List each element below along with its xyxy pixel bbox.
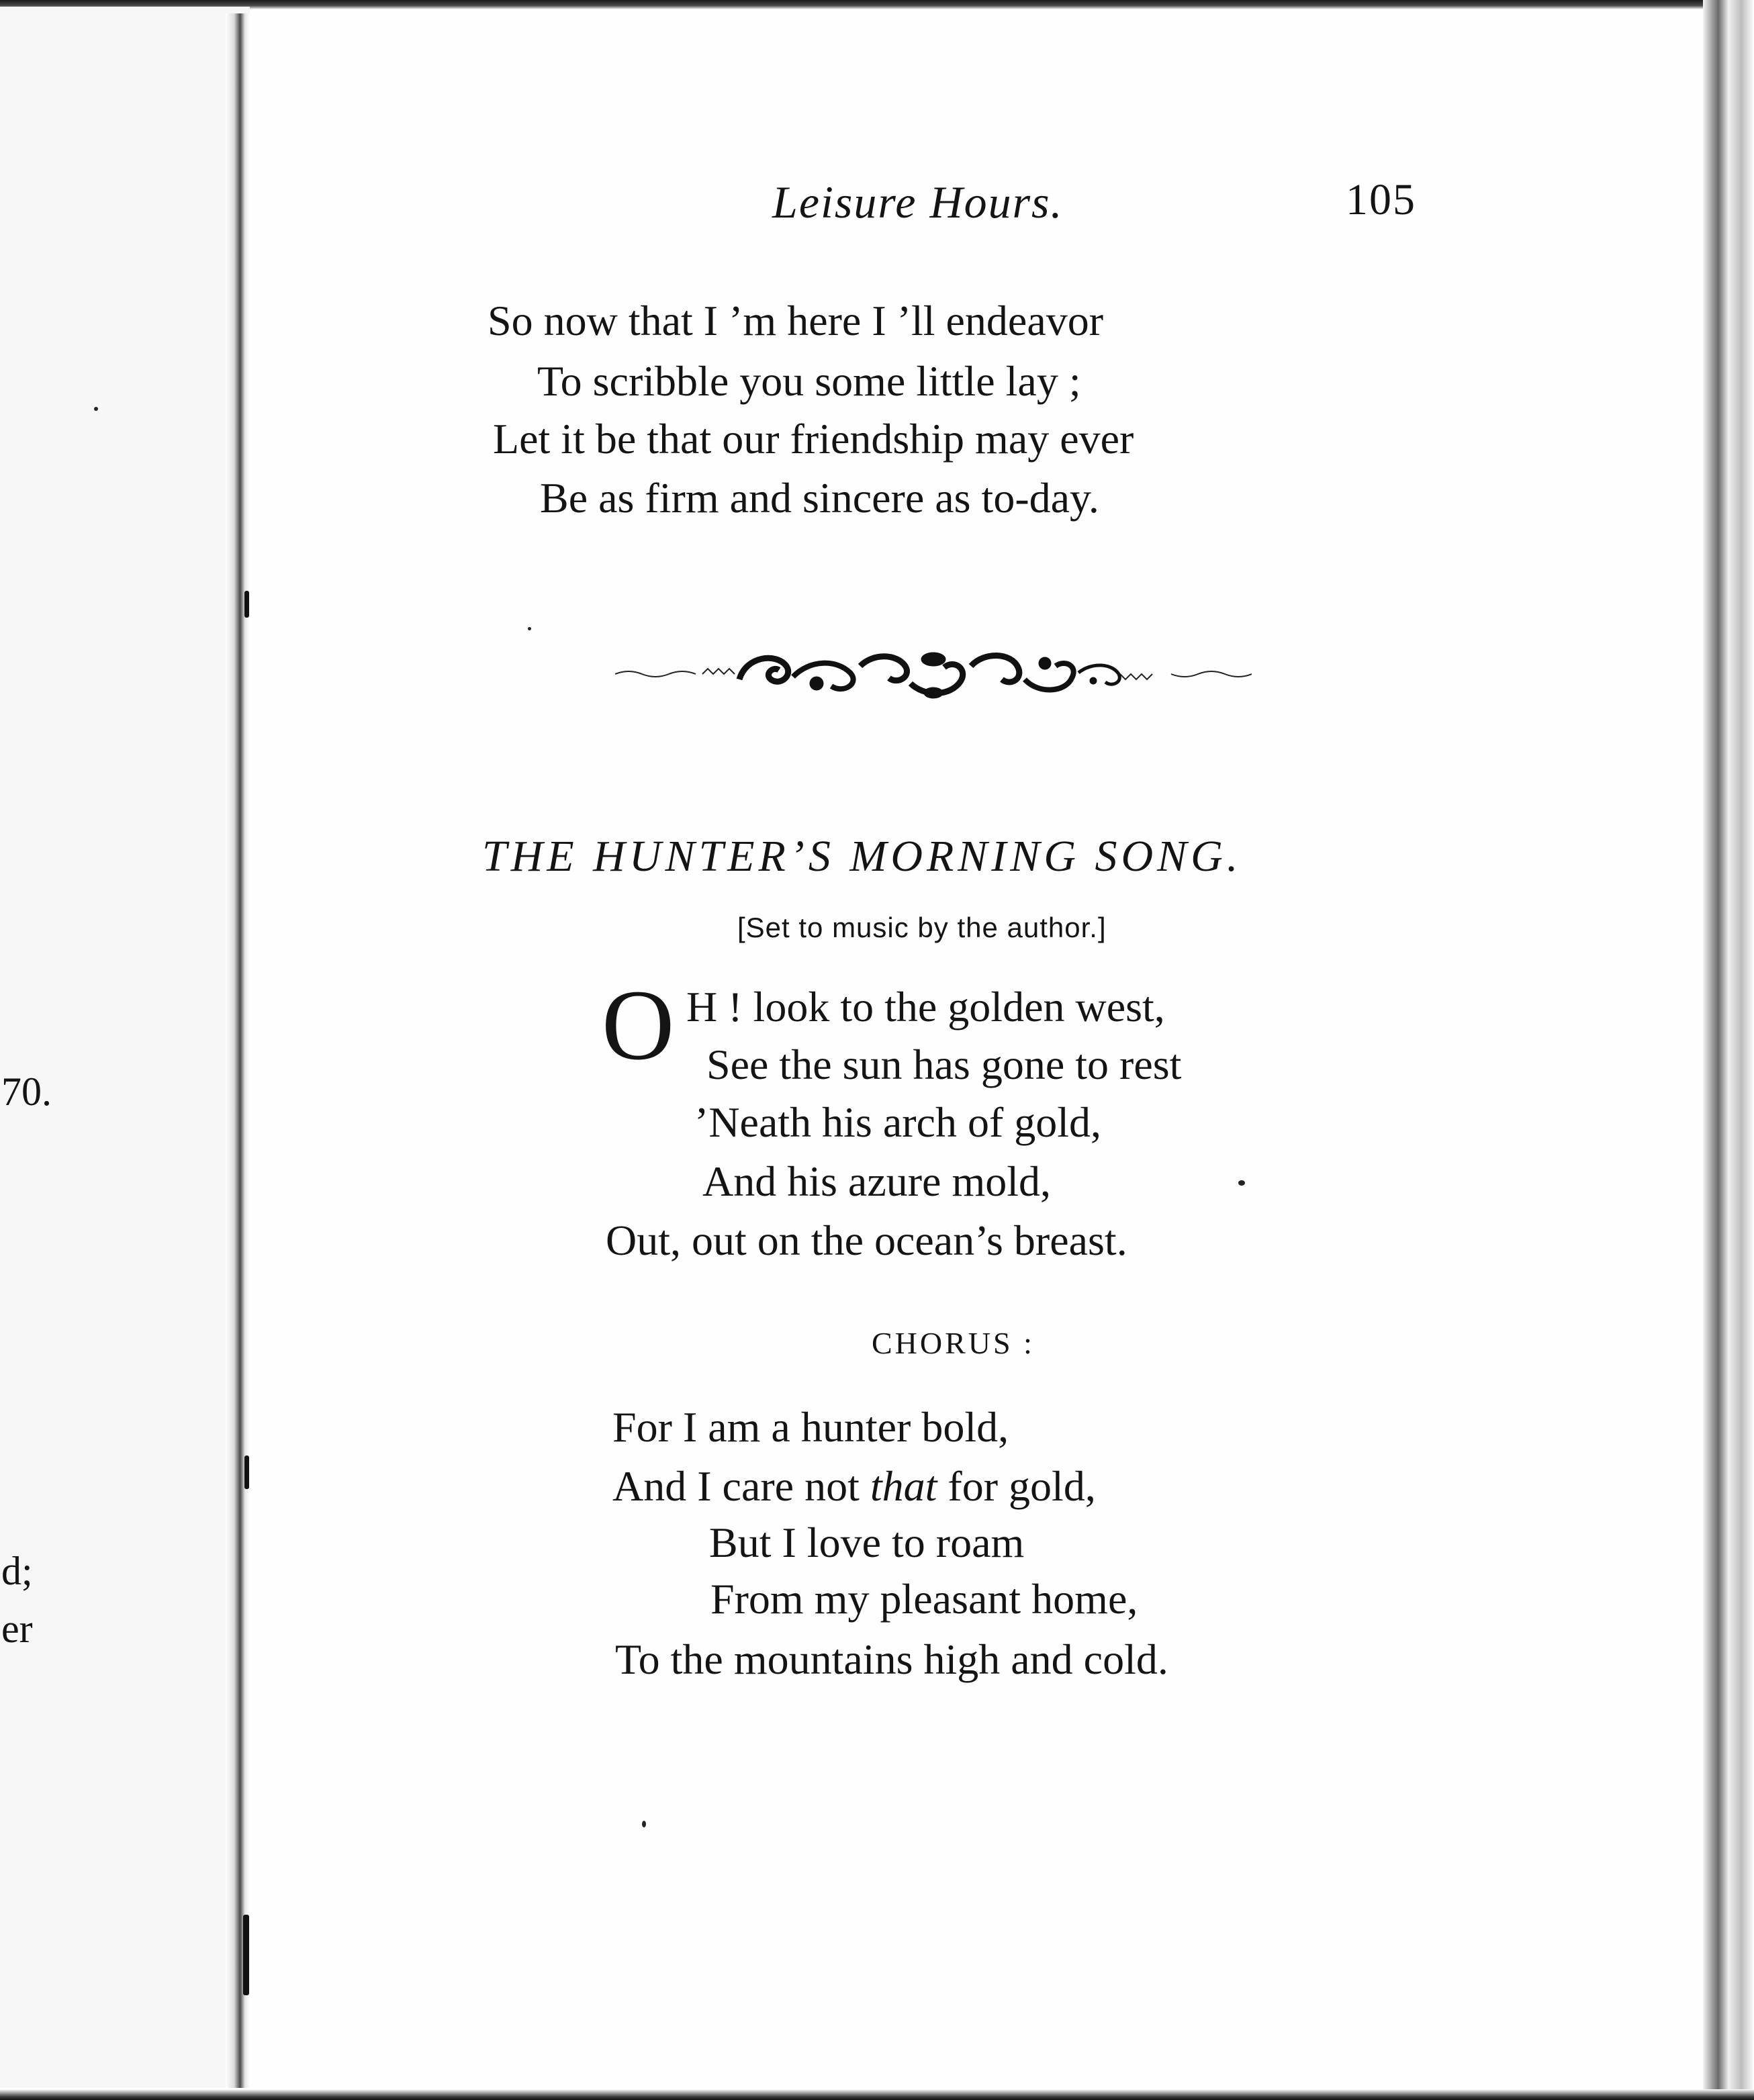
chorus-line: But I love to roam (709, 1519, 1025, 1566)
song-line: H ! look to the golden west, (686, 983, 1165, 1031)
scan-top-edge (0, 0, 1754, 9)
chorus-heading: CHORUS : (872, 1326, 1035, 1360)
chorus-line (612, 1462, 1096, 1510)
scan-bottom-edge (0, 2089, 1754, 2100)
song-line: And his azure mold, (702, 1157, 1051, 1205)
book-gutter (226, 13, 250, 2088)
speck (528, 627, 531, 630)
gutter-mark (244, 591, 249, 618)
chorus-line-text: And I care not (612, 1462, 870, 1510)
running-title: Leisure Hours. (772, 177, 1064, 228)
poem-line: Let it be that our friendship may ever (493, 415, 1134, 463)
previous-page-fragment: er (1, 1607, 33, 1651)
speck (94, 407, 98, 411)
poem-line: Be as firm and sincere as to-day. (540, 474, 1099, 522)
decorative-ornament (615, 639, 1252, 704)
speck (1238, 1180, 1245, 1186)
chorus-line: To the mountains high and cold. (615, 1635, 1168, 1683)
previous-page-fragment: d; (1, 1549, 33, 1593)
song-line: ’Neath his arch of gold, (694, 1098, 1102, 1146)
speck (642, 1821, 646, 1827)
poem-line: So now that I ’m here I ’ll endeavor (488, 297, 1104, 344)
drop-cap: O (602, 969, 675, 1081)
chorus-line: From my pleasant home, (710, 1575, 1138, 1623)
song-line: See the sun has gone to rest (706, 1041, 1182, 1088)
song-note: [Set to music by the author.] (737, 912, 1107, 943)
song-line: Out, out on the ocean’s breast. (606, 1216, 1127, 1264)
chorus-line: For I am a hunter bold, (612, 1403, 1009, 1451)
previous-page-fragment: 70. (1, 1069, 52, 1114)
chorus-line-text: for gold, (937, 1462, 1096, 1510)
song-title: THE HUNTER’S MORNING SONG. (482, 832, 1242, 881)
gutter-mark (244, 1455, 249, 1489)
poem-line: To scribble you some little lay ; (537, 357, 1081, 405)
page-number: 105 (1346, 175, 1416, 224)
page-right-edge (1703, 0, 1754, 2100)
previous-page (0, 7, 250, 2088)
gutter-mark (243, 1915, 249, 1995)
italic-word: that (870, 1462, 937, 1510)
